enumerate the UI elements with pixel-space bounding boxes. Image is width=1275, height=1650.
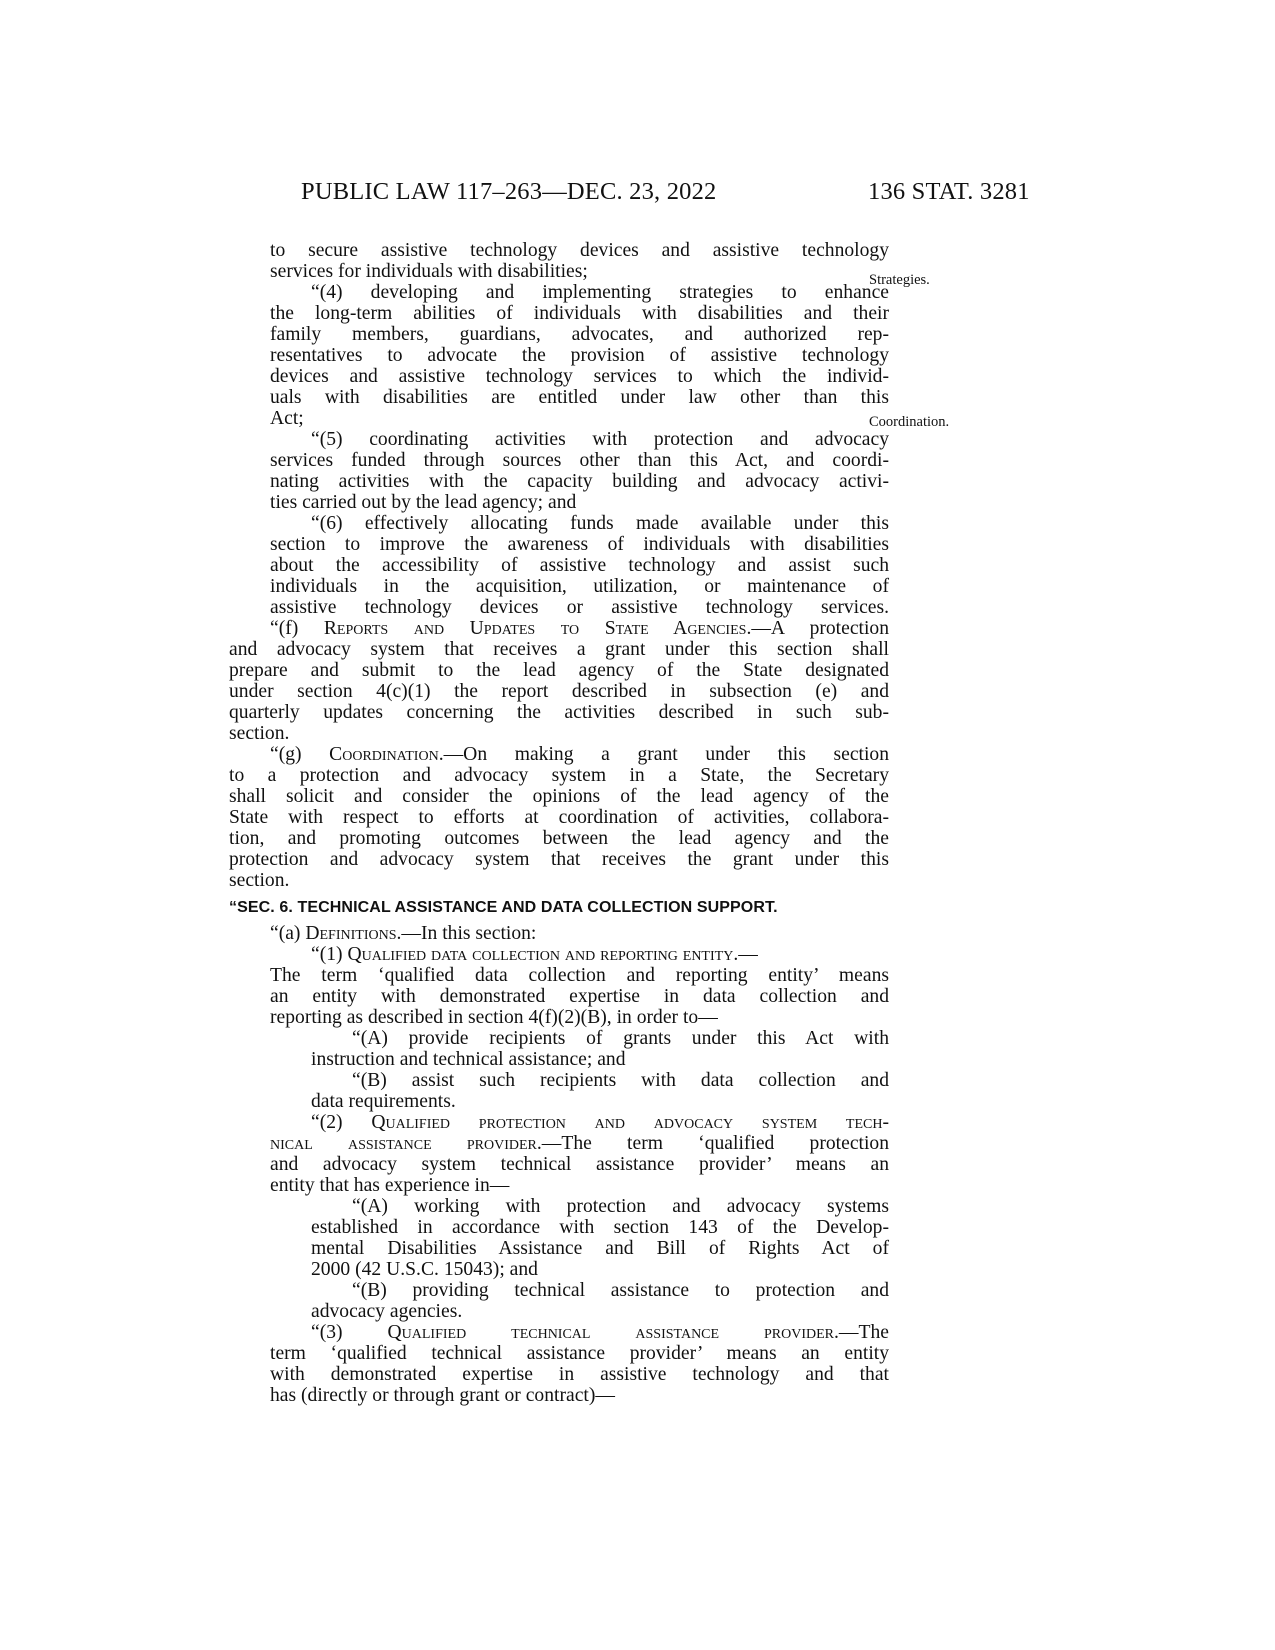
text-line: resentatives to advocate the provision of assistive technology [270, 345, 889, 366]
definition-1-title: Qualified data collection and reporting entity [347, 944, 734, 965]
definition-2-title-cont [229, 1133, 889, 1154]
text-line: tion, and promoting outcomes between the lead agency and the [229, 828, 889, 849]
margin-note-strategies: Strategies. [869, 272, 930, 288]
subsection-a-heading [229, 923, 889, 944]
clause-b-start: “(B) providing technical assistance to protection and [352, 1280, 889, 1301]
text-line: has (directly or through grant or contract)— [270, 1385, 615, 1406]
paragraph-5-start: “(5) coordinating activities with protection and advocacy [311, 429, 889, 450]
subsection-g-text: .—On making a grant under this section [438, 744, 889, 765]
text-line: about the accessibility of assistive technology and assist such [270, 555, 889, 576]
text-line: the long-term abilities of individuals with disabilities and their [270, 303, 889, 324]
text-line: State with respect to efforts at coordination of activities, collabora- [229, 807, 889, 828]
definition-3-text: .—The [834, 1322, 889, 1343]
text-line: to secure assistive technology devices and assistive technology [270, 240, 889, 261]
text-line: established in accordance with section 143 of the Develop- [311, 1217, 889, 1238]
subsection-f-heading [229, 618, 889, 639]
paragraph-6-start: “(6) effectively allocating funds made available under this [311, 513, 889, 534]
clause-a-start: “(A) provide recipients of grants under this Act with [352, 1028, 889, 1049]
subsection-a-label: “(a) [270, 923, 306, 944]
subsection-g-title: Coordination [329, 744, 439, 765]
subsection-g-label: “(g) [270, 744, 330, 765]
statute-body [229, 240, 889, 1406]
text-line: family members, guardians, advocates, and authorized rep- [270, 324, 889, 345]
subsection-a-text: .—In this section: [396, 923, 537, 944]
text-line: an entity with demonstrated expertise in data collection and [270, 986, 889, 1007]
definition-2-heading [229, 1112, 889, 1133]
text-line: and advocacy system technical assistance provider’ means an [270, 1154, 889, 1175]
definition-3-title: Qualified technical assistance provider [387, 1322, 835, 1343]
definition-2-title: Qualified protection and advocacy system tech- [371, 1112, 889, 1133]
text-line: services for individuals with disabilities; [270, 261, 588, 282]
subsection-f-title: Reports and Updates to State Agencies [323, 618, 747, 639]
text-line: protection and advocacy system that receives the grant under this [229, 849, 889, 870]
clause-b-start: “(B) assist such recipients with data collection and [352, 1070, 889, 1091]
definition-1-label: “(1) [311, 944, 348, 965]
definition-3-label: “(3) [311, 1322, 388, 1343]
text-line: reporting as described in section 4(f)(2)(B), in order to— [270, 1007, 718, 1028]
text-line: 2000 (42 U.S.C. 15043); and [311, 1259, 538, 1280]
definition-2-title-rest: nical assistance provider [270, 1133, 537, 1154]
definition-3-heading [229, 1322, 889, 1343]
definition-2-text: .—The term ‘qualified protection [536, 1133, 889, 1154]
text-line: data requirements. [311, 1091, 456, 1112]
text-line: mental Disabilities Assistance and Bill of Rights Act of [311, 1238, 889, 1259]
text-line: The term ‘qualified data collection and reporting entity’ means [270, 965, 889, 986]
text-line: advocacy agencies. [311, 1301, 463, 1322]
text-line: under section 4(c)(1) the report described in subsection (e) and [229, 681, 889, 702]
text-line: nating activities with the capacity building and advocacy activi- [270, 471, 889, 492]
definition-1-dash: .— [733, 944, 758, 965]
margin-note-coordination: Coordination. [869, 414, 950, 430]
text-line: Act; [270, 408, 304, 429]
paragraph-4-start: “(4) developing and implementing strategies to enhance [311, 282, 889, 303]
statute-page-number: 136 STAT. 3281 [868, 178, 1030, 205]
text-line: term ‘qualified technical assistance provider’ means an entity [270, 1343, 889, 1364]
text-line: section. [229, 870, 290, 891]
text-line: with demonstrated expertise in assistive technology and that [270, 1364, 889, 1385]
clause-a-start: “(A) working with protection and advocacy systems [352, 1196, 889, 1217]
text-line: uals with disabilities are entitled under law other than this [270, 387, 889, 408]
definition-1-heading [229, 944, 889, 965]
running-head-title: PUBLIC LAW 117–263—DEC. 23, 2022 [301, 178, 717, 205]
definition-2-label: “(2) [311, 1112, 372, 1133]
text-line: prepare and submit to the lead agency of the State designated [229, 660, 889, 681]
page-header [0, 178, 1275, 210]
text-line: section. [229, 723, 290, 744]
subsection-g-heading [229, 744, 889, 765]
text-line: devices and assistive technology services to which the individ- [270, 366, 889, 387]
text-line: ties carried out by the lead agency; and [270, 492, 577, 513]
subsection-a-title: Definitions [305, 923, 397, 944]
section-6-heading: “SEC. 6. TECHNICAL ASSISTANCE AND DATA COLLECTION SUPPORT. [229, 899, 778, 916]
text-line: shall solicit and consider the opinions of the lead agency of the [229, 786, 889, 807]
text-line: section to improve the awareness of individuals with disabilities [270, 534, 889, 555]
text-line: individuals in the acquisition, utilization, or maintenance of [270, 576, 889, 597]
text-line: instruction and technical assistance; and [311, 1049, 626, 1070]
text-line: assistive technology devices or assistive technology services. [270, 597, 889, 618]
text-line: services funded through sources other than this Act, and coordi- [270, 450, 889, 471]
subsection-f-text: .—A protection [746, 618, 890, 639]
subsection-f-label: “(f) [270, 618, 324, 639]
text-line: to a protection and advocacy system in a State, the Secretary [229, 765, 889, 786]
text-line: quarterly updates concerning the activities described in such sub- [229, 702, 889, 723]
text-line: and advocacy system that receives a grant under this section shall [229, 639, 889, 660]
text-line: entity that has experience in— [270, 1175, 510, 1196]
